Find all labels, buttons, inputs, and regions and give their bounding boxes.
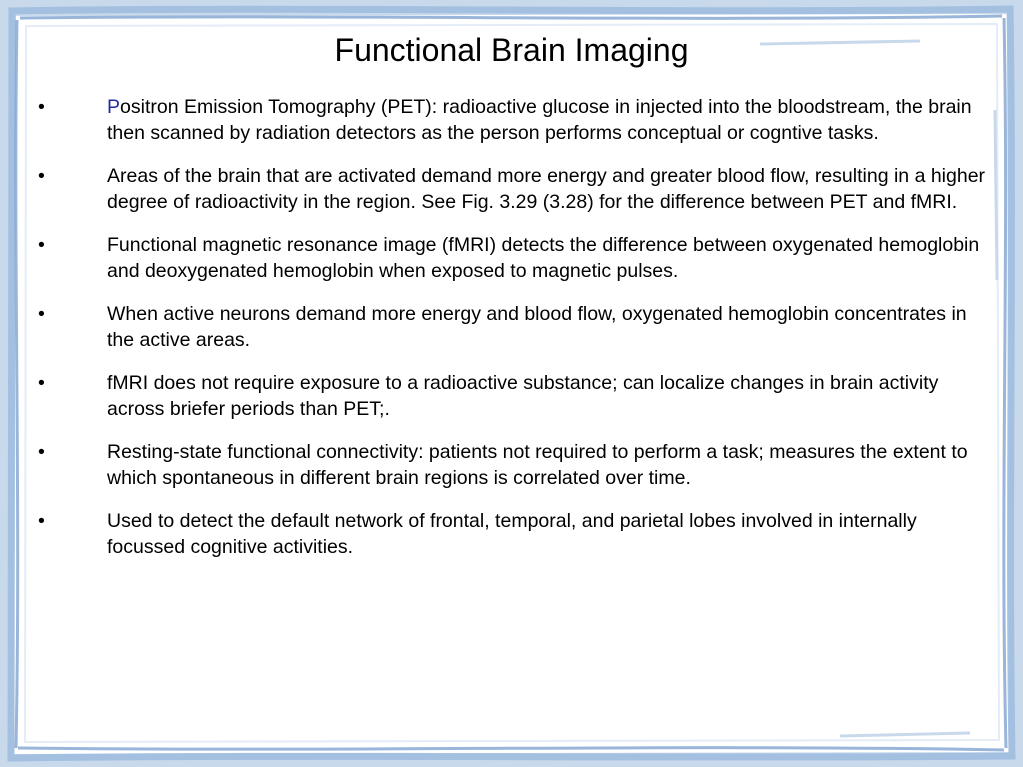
bullet-icon: • (38, 441, 45, 463)
bullet-text: Resting-state functional connectivity: patients not required to perform a task; measures the extent to which spontaneous in different brain regions is correlated over time. (107, 441, 968, 489)
bullet-icon: • (38, 372, 45, 394)
list-item (30, 439, 995, 491)
bullet-text: Used to detect the default network of frontal, temporal, and parietal lobes involved in internally focussed cognitive activities. (107, 510, 917, 558)
list-item (30, 163, 995, 215)
bullet-text: Areas of the brain that are activated demand more energy and greater blood flow, resulting in a higher degree of radioactivity in the region. See Fig. 3.29 (3.28) for the difference between PET and fMRI. (107, 165, 986, 213)
list-item (30, 232, 995, 284)
list-item (30, 301, 995, 353)
list-item (30, 94, 995, 146)
bullet-icon: • (38, 303, 45, 325)
bullet-text: ositron Emission Tomography (PET): radioactive glucose in injected into the bloodstream, the brain then scanned by radiation detectors as the person performs conceptual or cogntive tasks. (107, 96, 972, 144)
page-title: Functional Brain Imaging (334, 32, 689, 68)
accent-first-letter: P (107, 96, 121, 118)
bullet-text: Functional magnetic resonance image (fMRI) detects the difference between oxygenated hemoglobin and deoxygenated hemoglobin when exposed to magnetic pulses. (107, 234, 980, 282)
bullet-list (30, 94, 995, 577)
bullet-icon: • (38, 96, 45, 118)
list-item (30, 508, 995, 560)
bullet-icon: • (38, 165, 45, 187)
bullet-icon: • (38, 234, 45, 256)
bullet-text: fMRI does not require exposure to a radioactive substance; can localize changes in brain activity across briefer periods than PET;. (107, 372, 939, 420)
bullet-icon: • (38, 510, 45, 532)
list-item (30, 370, 995, 422)
bullet-text: When active neurons demand more energy and blood flow, oxygenated hemoglobin concentrates in the active areas. (107, 303, 967, 351)
